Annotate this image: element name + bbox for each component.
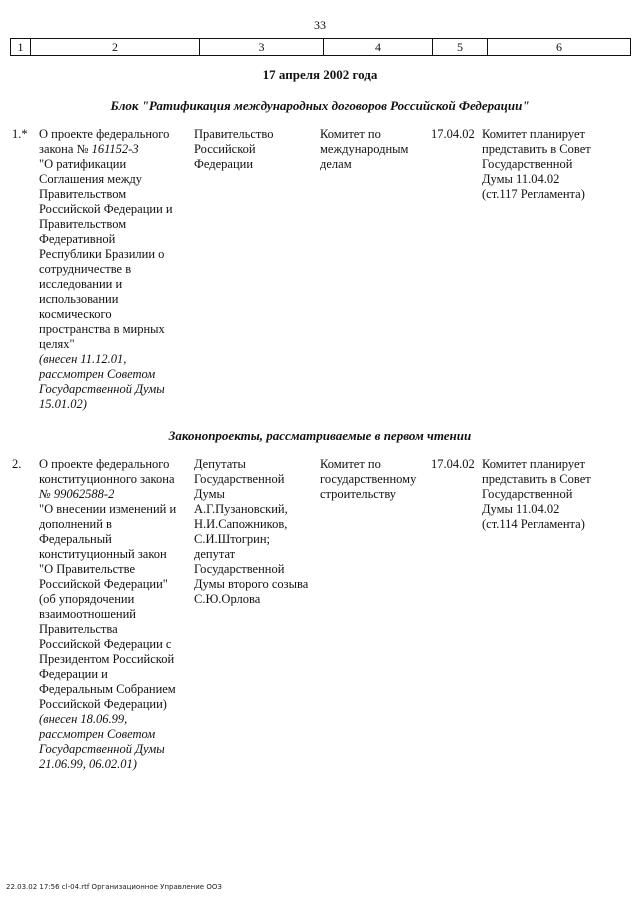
bill-number-line xyxy=(39,487,189,502)
committee-note: Комитет планирует представить в Совет Государственной Думы 11.04.02 (ст.114 Регламента) xyxy=(482,457,591,531)
bill-title-intro: О проекте федерального xyxy=(39,127,170,141)
bill-number-prefix: закона № xyxy=(39,142,92,156)
bill-author: Правительство Российской Федерации xyxy=(194,127,274,171)
column-number-1: 1 xyxy=(11,39,31,56)
bill-title-intro: О проекте федерального конституционного закона xyxy=(39,457,175,486)
review-date: 17.04.02 xyxy=(431,127,475,141)
bill-description xyxy=(39,457,189,772)
column-number-3: 3 xyxy=(200,39,324,56)
bill-number: 99062588-2 xyxy=(53,487,115,501)
column-number-2: 2 xyxy=(31,39,200,56)
column-number-header xyxy=(10,38,631,56)
section-heading: Блок "Ратификация международных договоров Российской Федерации" xyxy=(110,98,530,113)
bill-title: "О ратификации Соглашения между Правительством Российской Федерации и Правительством Федеративной Республики Бразилии о сотрудничестве в исследовании и использовании космического пространства в мирных целях" xyxy=(39,157,173,351)
bill-description xyxy=(39,127,189,412)
bill-number-prefix: № xyxy=(39,487,54,501)
item-number: 1.* xyxy=(12,127,28,141)
bill-author: Депутаты Государственной Думы А.Г.Пузановский, Н.И.Сапожников, С.И.Штогрин; депутат Государственной Думы второго созыва С.Ю.Орлова xyxy=(194,457,309,606)
responsible-committee: Комитет по государственному строительству xyxy=(320,457,417,501)
section-heading: Законопроекты, рассматриваемые в первом чтении xyxy=(168,428,472,443)
bill-status: (внесен 18.06.99, рассмотрен Советом Государственной Думы 21.06.99, 06.02.01) xyxy=(39,712,165,771)
print-footer: 22.03.02 17:56 cl-04.rtf Организационное Управление ООЗ xyxy=(6,883,222,891)
column-number-5: 5 xyxy=(433,39,488,56)
column-number-4: 4 xyxy=(324,39,433,56)
bill-number: 161152-3 xyxy=(91,142,139,156)
column-number-6: 6 xyxy=(488,39,631,56)
date-heading: 17 апреля 2002 года xyxy=(262,67,378,82)
bill-status: (внесен 11.12.01, рассмотрен Советом Государственной Думы 15.01.02) xyxy=(39,352,165,411)
responsible-committee: Комитет по международным делам xyxy=(320,127,409,171)
bill-title: "О внесении изменений и дополнений в Федеральный конституционный закон "О Правительстве Российской Федерации" (об упорядочении взаимоотношений Правительства Российской Федерации с Президентом Российской Федерации и Федеральным Собранием Российской Федерации) xyxy=(39,502,177,711)
item-number: 2. xyxy=(12,457,22,471)
committee-note: Комитет планирует представить в Совет Государственной Думы 11.04.02 (ст.117 Регламента) xyxy=(482,127,591,201)
review-date: 17.04.02 xyxy=(431,457,475,471)
page-number: 33 xyxy=(314,18,326,32)
bill-number-line xyxy=(39,142,189,157)
